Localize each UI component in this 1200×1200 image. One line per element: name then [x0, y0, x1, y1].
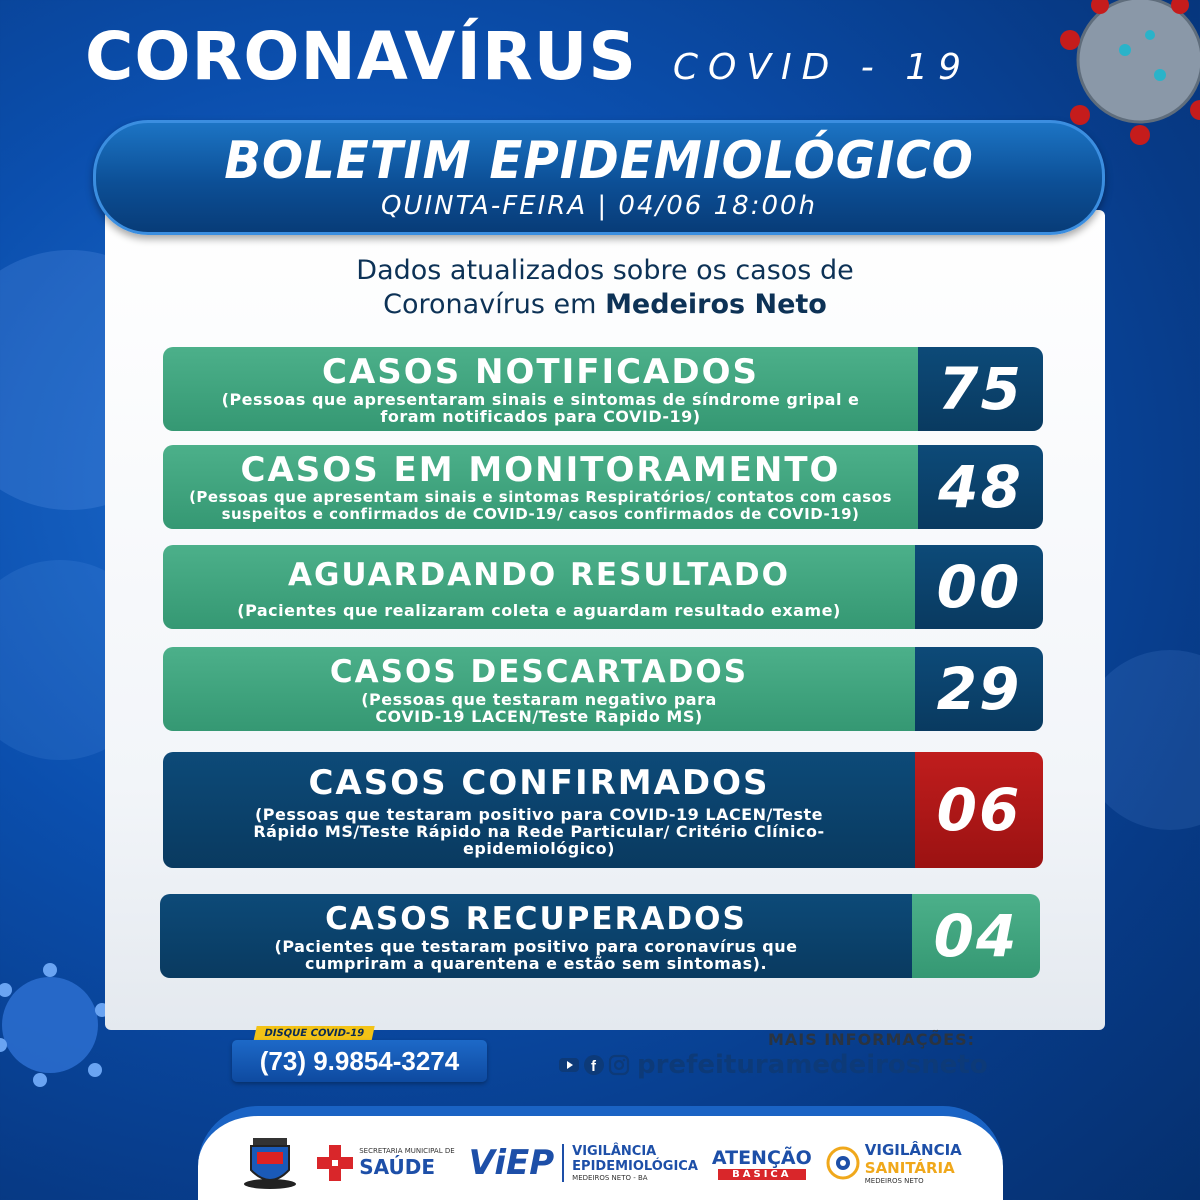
logo-saude [315, 1143, 454, 1183]
stat-description: (Pessoas que testaram negativo para COVID-19 LACEN/Teste Rapido MS) [361, 690, 717, 726]
logo-atencao-basica [712, 1147, 812, 1180]
stat-title: AGUARDANDO RESULTADO [287, 556, 791, 593]
stat-title: CASOS EM MONITORAMENTO [240, 450, 841, 490]
vig-epi-text-1: VIGILÂNCIA [572, 1144, 657, 1159]
stat-title: CASOS NOTIFICADOS [322, 352, 759, 392]
vig-san-text-3: MEDEIROS NETO [864, 1177, 924, 1185]
page-title: CORONAVÍRUS [85, 18, 637, 95]
logo-vigilancia-sanitaria [826, 1141, 962, 1185]
stat-value: 29 [915, 647, 1043, 731]
stat-row-recuperados [160, 894, 1040, 978]
basica-text: BÁSICA [718, 1169, 805, 1180]
stat-row-confirmados [163, 752, 1043, 868]
stat-value: 48 [918, 445, 1043, 529]
crest-icon [239, 1132, 301, 1194]
stat-label [163, 347, 918, 431]
intro-line-2 [105, 288, 1105, 322]
atencao-text: ATENÇÃO [711, 1146, 812, 1169]
stat-label [160, 894, 912, 978]
stat-description: (Pacientes que realizaram coleta e aguardam resultado exame) [237, 600, 841, 620]
stat-value: 00 [915, 545, 1043, 629]
vig-san-text-2: SANITÁRIA [864, 1159, 955, 1177]
stat-description: (Pessoas que testaram positivo para COVID-19 LACEN/Teste Rápido MS/Teste Rápido na Rede Particular/ Critério Clínico-epidemiológico) [253, 804, 825, 858]
vig-san-text-1: VIGILÂNCIA [864, 1141, 962, 1159]
stat-label [163, 647, 915, 731]
svg-text:f: f [591, 1058, 596, 1075]
stat-description: (Pessoas que apresentaram sinais e sintomas de síndrome gripal e foram notificados para COVID-19) [221, 390, 860, 426]
vig-epi-text-2: EPIDEMIOLÓGICA [572, 1159, 698, 1174]
stat-title: CASOS RECUPERADOS [325, 901, 747, 937]
page-header [85, 18, 971, 95]
phone-number[interactable]: (73) 9.9854-3274 [232, 1040, 487, 1082]
eye-icon [826, 1146, 860, 1180]
stat-row-monitoramento [163, 445, 1043, 529]
stat-row-descartados [163, 647, 1043, 731]
bulletin-title: BOLETIM EPIDEMIOLÓGICO [224, 131, 974, 191]
page-subtitle: COVID - 19 [672, 47, 972, 88]
saude-text: SAÚDE [359, 1155, 435, 1179]
stat-title: CASOS CONFIRMADOS [308, 762, 770, 803]
disque-label: DISQUE COVID-19 [253, 1026, 374, 1042]
stat-label [163, 752, 915, 868]
facebook-icon[interactable] [583, 1054, 605, 1076]
social-handle[interactable]: prefeituramedeirosneto [637, 1050, 988, 1080]
stat-label [163, 545, 915, 629]
vig-epi-text-3: MEDEIROS NETO - BA [572, 1174, 648, 1182]
stat-value: 04 [912, 894, 1040, 978]
stat-row-aguardando [163, 545, 1043, 629]
viep-text: ViEP [468, 1143, 555, 1183]
stat-row-notificados [163, 347, 1043, 431]
intro-line-2-prefix: Coronavírus em [383, 289, 597, 320]
bulletin-date: QUINTA-FEIRA | 04/06 18:00h [380, 191, 818, 221]
stat-title: CASOS DESCARTADOS [329, 654, 749, 690]
city-name: Medeiros Neto [605, 289, 827, 320]
saude-small-text: SECRETARIA MUNICIPAL DE [359, 1147, 455, 1155]
more-info-label: MAIS INFORMAÇÕES: [767, 1030, 975, 1049]
stat-value: 06 [915, 752, 1043, 868]
stat-label [163, 445, 918, 529]
logos-bar [198, 1106, 1003, 1200]
stat-value: 75 [918, 347, 1043, 431]
stat-description: (Pessoas que apresentam sinais e sintomas Respiratórios/ contatos com casos suspeitos e confirmados de COVID-19/ casos confirmados de COVID-19) [189, 488, 892, 523]
youtube-icon[interactable] [558, 1054, 580, 1076]
logo-vigilancia-epidemiologica [469, 1143, 698, 1183]
intro-text [105, 254, 1105, 322]
social-links [558, 1050, 988, 1080]
stat-description: (Pacientes que testaram positivo para coronavírus que cumpriram a quarentena e estão sem sintomas). [274, 937, 798, 973]
intro-line-1: Dados atualizados sobre os casos de [356, 255, 854, 286]
instagram-icon[interactable] [608, 1054, 630, 1076]
cross-icon [315, 1143, 355, 1183]
bulletin-banner [93, 120, 1105, 235]
